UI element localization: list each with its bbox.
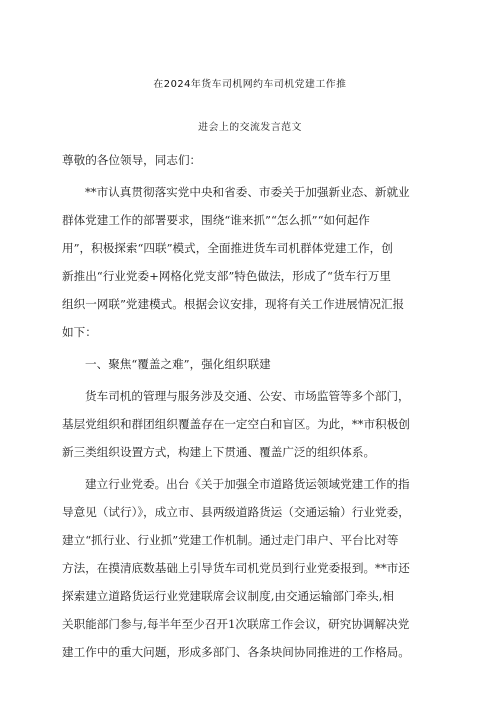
paragraph-2-line-2: 基层党组织和群团组织覆盖存在一定空白和盲区。为此，**市积极创 <box>62 417 410 431</box>
paragraph-3-line-5: 探索建立道路货运行业党建联席会议制度,由交通运输部门牵头,相 <box>62 589 394 603</box>
paragraph-1-line-1: **市认真贯彻落实党中央和省委、市委关于加强新业态、新就业 <box>85 185 410 199</box>
paragraph-3-line-6: 关职能部门参与,每半年至少召开1次联席工作会议，研究协调解决党 <box>62 617 410 631</box>
document-title-line-1: 在2024年货车司机网约车司机党建工作推 <box>153 79 347 90</box>
paragraph-3-line-2: 导意见（试行）》，成立市、县两级道路货运（交通运输）行业党委， <box>62 505 410 519</box>
paragraph-1-line-5: 组织一网联”党建模式。根据会议安排，现将有关工作进展情况汇报 <box>62 297 405 311</box>
salutation: 尊敬的各位领导，同志们： <box>62 153 202 167</box>
section-heading-1: 一、聚焦“覆盖之难”，强化组织联建 <box>85 357 271 371</box>
paragraph-3-line-7: 建工作中的重大问题，形成多部门、各条块间协同推进的工作格局。 <box>62 645 410 659</box>
paragraph-1-line-2: 群体党建工作的部署要求，围绕“谁来抓”“怎么抓”“如何起作 <box>62 213 370 227</box>
paragraph-2-line-1: 货车司机的管理与服务涉及交通、公安、市场监管等多个部门， <box>85 389 410 403</box>
paragraph-3-line-3: 建立“抓行业、行业抓”党建工作机制。通过走门串户、平台比对等 <box>62 533 399 547</box>
paragraph-3-line-1: 建立行业党委。出台《关于加强全市道路货运领域党建工作的指 <box>85 477 410 491</box>
paragraph-2-line-3: 新三类组织设置方式，构建上下贯通、覆盖广泛的组织体系。 <box>62 445 376 459</box>
paragraph-3-line-4: 方法，在摸清底数基础上引导货车司机党员到行业党委报到。**市还 <box>62 561 410 575</box>
paragraph-1-line-3: 用”，积极探索“四联”模式，全面推进货车司机群体党建工作，创 <box>62 241 393 255</box>
document-title-line-2: 进会上的交流发言范文 <box>198 122 302 133</box>
paragraph-1-line-6: 如下： <box>62 325 97 339</box>
paragraph-1-line-4: 新推出“行业党委+网格化党支部”特色做法，形成了“货车行万里 <box>62 269 391 283</box>
